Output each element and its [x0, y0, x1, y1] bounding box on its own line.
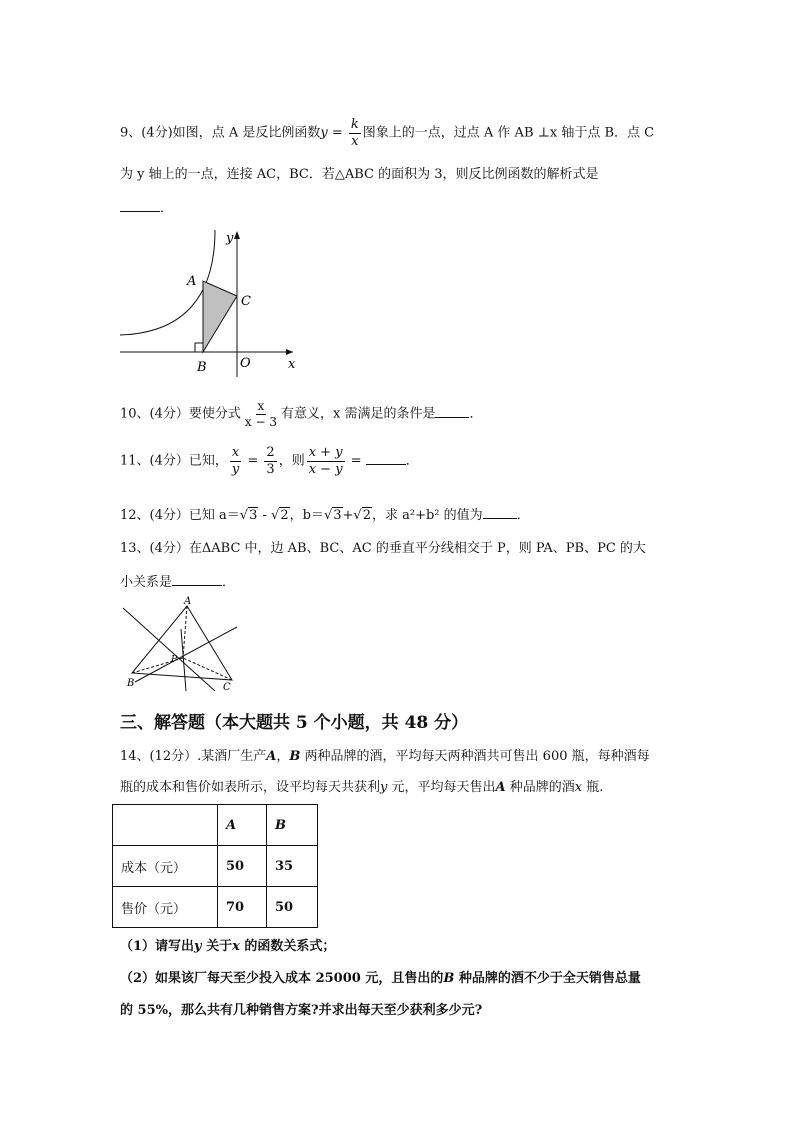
q11-f3-denominator: x − y	[308, 461, 343, 477]
q11-prefix: 11、(4分）已知，	[120, 453, 228, 469]
q12-radicand-2: 2	[280, 508, 289, 523]
q12-radicand-1: 3	[249, 508, 258, 523]
label-a-13: A	[184, 596, 192, 607]
hyperbola-curve	[120, 230, 215, 335]
q10-line	[120, 400, 482, 428]
perpendicular-bisector-ab	[123, 608, 215, 691]
q14-part2-c: 种品牌的酒不少于全天销售总量	[454, 971, 641, 986]
q11-fraction-2-over-3	[264, 446, 276, 476]
q10-denominator: x − 3	[244, 414, 277, 429]
label-b-13: B	[127, 678, 135, 689]
q11-fraction-x-over-y	[230, 446, 241, 476]
q14-part2-line2: 的 55%，那么共有几种销售方案?并求出每天至少获利多少元?	[120, 1003, 483, 1018]
cost-price-table	[112, 804, 318, 928]
table-cell: 50	[218, 846, 267, 887]
q9-y-var: y	[320, 125, 328, 141]
q11-end: ．	[405, 453, 419, 469]
q11-f3-numerator: x + y	[308, 445, 343, 460]
q14-part1-y: y	[194, 939, 202, 954]
q9-end: ．	[160, 201, 174, 216]
q12-sqrt3-a: √3	[239, 508, 258, 523]
q12-suffix: ，求 a²+b² 的值为	[372, 508, 483, 523]
table-cell: 35	[267, 846, 318, 887]
q11-line	[120, 446, 419, 476]
table-row	[113, 887, 318, 928]
q14-prefix: 14、(12分）.某酒厂生产	[120, 749, 267, 764]
label-c-13: C	[223, 682, 231, 693]
y-axis-arrow-icon	[234, 231, 240, 239]
q9-suffix: 图象上的一点，过点 A 作 AB ⊥x 轴于点 B．点 C	[362, 125, 655, 141]
segment-pa	[183, 606, 187, 658]
q9-prefix: 9、(4分)如图，点 A 是反比例函数	[120, 125, 321, 141]
label-c: C	[241, 294, 251, 309]
q14-brand-b: B	[289, 749, 301, 764]
table-cell: 售价（元）	[113, 887, 218, 928]
q12-sqrt2-b: √2	[353, 508, 371, 523]
q11-mid: ，则	[278, 453, 305, 469]
label-b: B	[197, 360, 207, 375]
q14-part1-a: （1）请写出	[120, 939, 195, 954]
q14-line1-rest: 两种品牌的酒，平均每天两种酒共可售出 600 瓶，每种酒每	[300, 749, 650, 764]
table-header-cell	[113, 805, 218, 846]
table-header-cell: A	[218, 805, 267, 846]
q9-figure	[115, 225, 305, 385]
q11-eq2: =	[346, 453, 366, 469]
label-y: y	[226, 231, 234, 246]
q14-part1	[120, 940, 335, 953]
q9-answer-blank	[120, 200, 160, 212]
q14-part2-line1	[120, 972, 641, 985]
q13-line2-text: 小关系是	[120, 575, 173, 590]
q11-answer-blank	[366, 453, 406, 465]
q11-f1-numerator: x	[231, 445, 240, 460]
q12-prefix: 12、(4分）已知 a＝	[120, 508, 240, 523]
q12-line	[120, 507, 530, 522]
q9-line1	[120, 118, 654, 148]
q14-brand-a: A	[266, 749, 277, 764]
q14-line2-b: 元，平均每天售出	[387, 780, 496, 795]
q13-end: ．	[222, 575, 236, 590]
label-o: O	[240, 356, 251, 371]
q14-part1-c: 的函数关系式；	[239, 939, 336, 954]
q12-radicand-4: 2	[362, 508, 371, 523]
q14-line2	[120, 781, 603, 794]
q14-line2-d: 瓶.	[582, 780, 604, 795]
q11-eq1: =	[243, 453, 263, 469]
q9-line2: 为 y 轴上的一点，连接 AC，BC．若△ABC 的面积为 3，则反比例函数的解析式是	[120, 167, 599, 182]
q10-suffix: 有意义，x 需满足的条件是	[280, 406, 436, 422]
q10-prefix: 10、(4分）要使分式	[120, 406, 241, 422]
q14-part1-b: 关于	[201, 939, 233, 954]
table-header-row	[113, 805, 318, 846]
q10-end: ．	[469, 406, 483, 422]
label-p-13: P	[171, 655, 178, 665]
q12-sqrt3-b: √3	[323, 508, 342, 523]
table-row	[113, 846, 318, 887]
q13-answer-blank	[172, 574, 222, 586]
q12-answer-blank	[483, 507, 517, 519]
table-header-cell: B	[267, 805, 318, 846]
label-a: A	[187, 274, 197, 289]
q12-op2: +	[342, 508, 354, 523]
triangle-abc	[203, 281, 237, 352]
section-title: 三、解答题（本大题共 5 个小题，共 48 分）	[120, 713, 469, 733]
q14-var-y: y	[380, 780, 388, 795]
q13-line1: 13、(4分）在ΔABC 中，边 AB、BC、AC 的垂直平分线相交于 P，则 PA、PB、PC 的大	[120, 541, 646, 556]
q11-f2-denominator: 3	[266, 461, 275, 477]
q12-end: ．	[516, 508, 530, 523]
q11-f1-denominator: y	[231, 461, 240, 477]
perpendicular-bisector-bc	[181, 629, 186, 691]
x-axis-arrow-icon	[286, 349, 293, 355]
q12-mid: ，b＝	[289, 508, 324, 523]
q11-fraction-sum-over-diff	[307, 446, 345, 476]
q14-sep: ，	[276, 749, 290, 764]
q9-k-over-x-fraction	[349, 118, 361, 148]
q10-fraction	[243, 400, 279, 428]
q14-line1	[120, 750, 650, 763]
q9-eq: =	[327, 125, 347, 141]
table-cell: 成本（元）	[113, 846, 218, 887]
q12-radicand-3: 3	[333, 508, 342, 523]
table-cell: 70	[218, 887, 267, 928]
table-cell: 50	[267, 887, 318, 928]
perpendicular-bisector-ac	[135, 627, 237, 682]
q14-line2-c: 种品牌的酒	[505, 780, 575, 795]
q13-figure	[115, 594, 245, 694]
q9-fraction-numerator: k	[350, 117, 359, 132]
q14-part2-b: B	[443, 971, 455, 986]
q14-var-a: A	[495, 780, 506, 795]
q10-answer-blank	[435, 406, 469, 418]
q9-fraction-denominator: x	[351, 133, 359, 149]
right-angle-mark	[195, 343, 203, 352]
q11-f2-numerator: 2	[266, 445, 275, 460]
q9-answer-line	[120, 200, 173, 215]
q14-var-x: x	[574, 780, 583, 795]
q14-line2-a: 瓶的成本和售价如表所示，设平均每天共获利	[120, 780, 381, 795]
label-x: x	[288, 357, 296, 372]
q10-numerator: x	[257, 399, 265, 413]
q14-part2-a: （2）如果该厂每天至少投入成本 25000 元，且售出的	[120, 971, 444, 986]
q12-sqrt2-a: √2	[271, 508, 289, 523]
q13-line2	[120, 574, 235, 589]
q12-op1: -	[258, 508, 272, 523]
q14-part1-x: x	[232, 939, 240, 954]
